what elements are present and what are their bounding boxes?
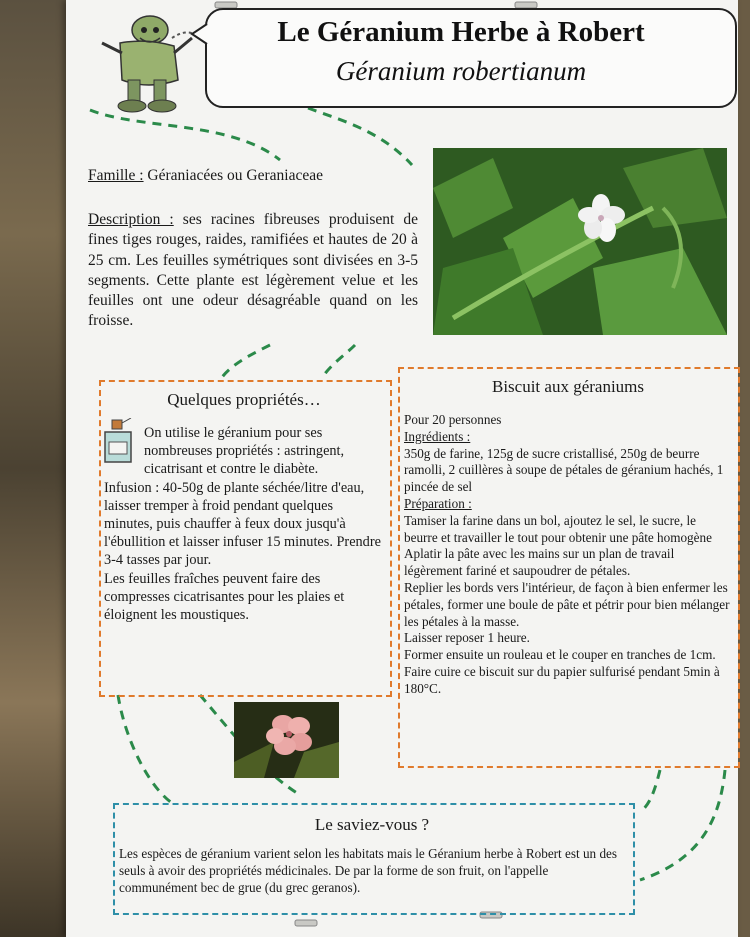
geranium-flower-photo bbox=[234, 702, 339, 778]
description-label: Description : bbox=[88, 211, 174, 228]
did-you-know-text: Les espèces de géranium varient selon les habitats mais le Géranium herbe à Robert est un des seuls à avoir des propriétés médicinales. De par la forme de son fruit, on l'appelle communément bec de grue (du grec geranos). bbox=[119, 846, 618, 895]
recipe-ingredients: 350g de farine, 125g de sucre cristallisé, 250g de beurre ramolli, 2 cuillères à soupe de pétales de géranium hachés, 1 pincée de sel bbox=[404, 445, 724, 495]
description-text: ses racines fibreuses produisent de fines tiges rouges, raides, ramifiées et hautes de 20 à 25 cm. Les feuilles symétriques sont divisées en 3-5 segments. Cette plante est légèrement velue et les feuilles ont une odeur désagréable quand on les froisse. bbox=[88, 211, 418, 330]
properties-leaves: Les feuilles fraîches peuvent faire des compresses cicatrisantes pour les plaies et éloignent les moustiques. bbox=[104, 570, 345, 624]
family-value: Géraniacées ou Geraniaceae bbox=[143, 167, 323, 184]
recipe-content bbox=[404, 412, 730, 698]
recipe-ingredients-label: Ingrédients : bbox=[404, 428, 471, 444]
plant-common-name: Le Géranium Herbe à Robert bbox=[277, 16, 645, 48]
recipe-step: Replier les bords vers l'intérieur, de façon à bien enfermer les pétales, former une boule de pâte et pétrir pour bien mélanger les pétales à la masse. bbox=[404, 579, 730, 629]
family-label: Famille : bbox=[88, 167, 144, 184]
recipe-step: Laisser reposer 1 heure. bbox=[404, 630, 530, 646]
properties-intro: On utilise le géranium pour ses nombreuses propriétés : astringent, cicatrisant et contre le diabète. bbox=[144, 425, 345, 478]
properties-infusion: Infusion : 40-50g de plante séchée/litre d'eau, laisser tremper à froid pendant quelques minutes, puis chauffer à feux doux jusqu'à l'ébullition et laisser infuser 15 minutes. Prendre 3-4 tasses par jour. bbox=[104, 479, 381, 569]
properties-title: Quelques propriétés… bbox=[167, 390, 321, 409]
did-you-know-title: Le saviez-vous ? bbox=[314, 815, 430, 834]
speech-bubble-tail bbox=[190, 20, 214, 50]
geranium-plant-photo bbox=[433, 148, 727, 335]
recipe-step: Aplatir la pâte avec les mains sur un plan de travail légèrement fariné et saupoudrer de pétales. bbox=[404, 546, 675, 579]
gnome-mascot-icon bbox=[92, 8, 202, 118]
plant-latin-name: Géranium robertianum bbox=[335, 56, 587, 86]
description-paragraph bbox=[88, 210, 418, 332]
recipe-step: Tamiser la farine dans un bol, ajoutez le sel, le sucre, le beurre et travailler le tout pour obtenir une pâte homogène bbox=[404, 512, 712, 545]
family-line bbox=[88, 166, 418, 186]
properties-content bbox=[104, 424, 384, 624]
recipe-step: Former ensuite un rouleau et le couper en tranches de 1cm. Faire cuire ce biscuit sur du papier sulfurisé pendant 5min à 180°C. bbox=[404, 647, 720, 696]
recipe-title: Biscuit aux géraniums bbox=[491, 377, 645, 396]
recipe-preparation-label: Préparation : bbox=[404, 495, 472, 511]
recipe-servings: Pour 20 personnes bbox=[404, 412, 502, 427]
